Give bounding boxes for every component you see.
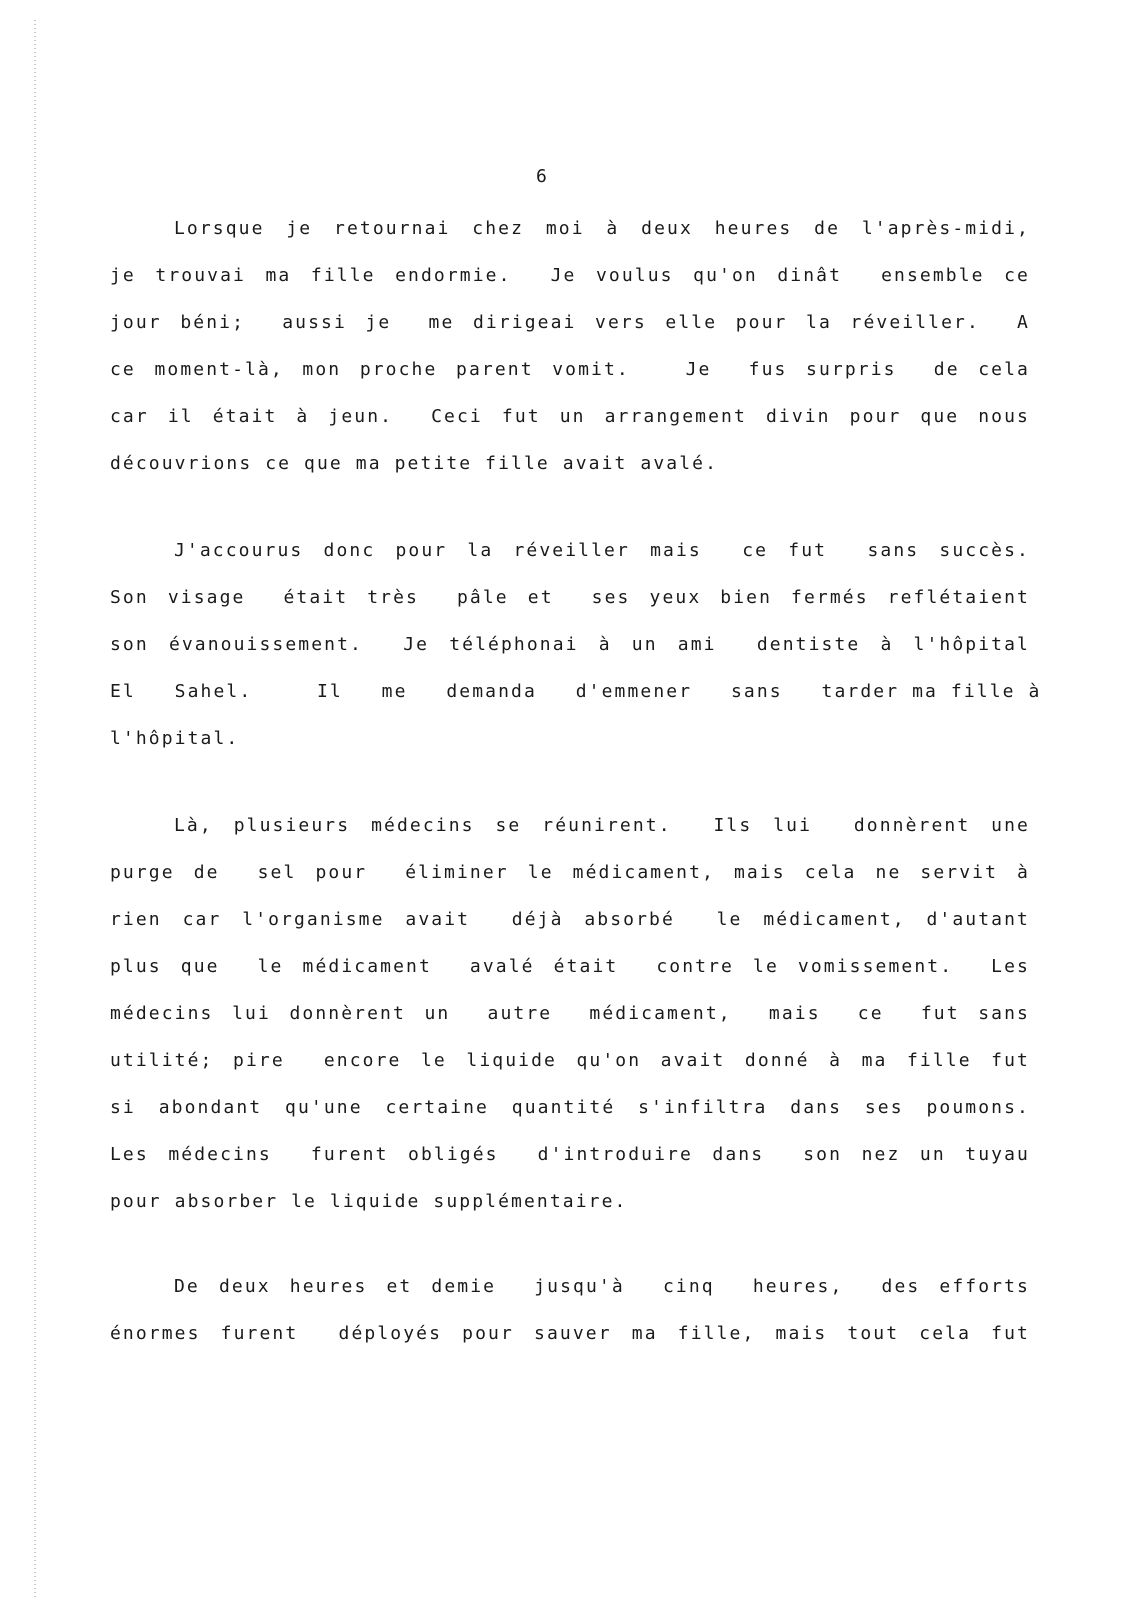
text-line: purge de sel pour éliminer le médicament, mais cela ne servit à [110,862,1030,883]
text-line: si abondant qu'une certaine quantité s'infiltra dans ses poumons. [110,1097,1030,1118]
text-line: Son visage était très pâle et ses yeux bien fermés reflétaient [110,587,1030,608]
paragraph-4 [110,1263,1030,1357]
page-number: 6 [536,166,548,187]
text-line: El Sahel. Il me demanda d'emmener sans tarder ma fille à [110,681,1042,702]
text-line: son évanouissement. Je téléphonai à un ami dentiste à l'hôpital [110,634,1030,655]
text-line: Là, plusieurs médecins se réunirent. Ils lui donnèrent une [174,815,1030,836]
text-line: jour béni; aussi je me dirigeai vers elle pour la réveiller. A [110,312,1030,333]
paragraph-1 [110,205,1030,487]
text-line: l'hôpital. [110,728,240,749]
margin-scan-marks [34,20,36,1600]
text-line: médecins lui donnèrent un autre médicament, mais ce fut sans [110,1003,1030,1024]
text-line: Lorsque je retournai chez moi à deux heures de l'après-midi, [174,218,1030,239]
text-line: utilité; pire encore le liquide qu'on avait donné à ma fille fut [110,1050,1030,1071]
text-line: ce moment-là, mon proche parent vomit. Je fus surpris de cela [110,359,1030,380]
text-line: Les médecins furent obligés d'introduire dans son nez un tuyau [110,1144,1030,1165]
text-line: De deux heures et demie jusqu'à cinq heures, des efforts [174,1276,1030,1297]
text-line: je trouvai ma fille endormie. Je voulus qu'on dinât ensemble ce [110,265,1030,286]
text-line: énormes furent déployés pour sauver ma fille, mais tout cela fut [110,1323,1030,1344]
text-line: car il était à jeun. Ceci fut un arrangement divin pour que nous [110,406,1030,427]
text-line: plus que le médicament avalé était contre le vomissement. Les [110,956,1030,977]
paragraph-2 [110,527,1042,762]
text-line: J'accourus donc pour la réveiller mais ce fut sans succès. [174,540,1030,561]
text-line: pour absorber le liquide supplémentaire. [110,1191,628,1212]
paragraph-3 [110,802,1030,1225]
text-line: rien car l'organisme avait déjà absorbé le médicament, d'autant [110,909,1030,930]
text-line: découvrions ce que ma petite fille avait avalé. [110,453,719,474]
